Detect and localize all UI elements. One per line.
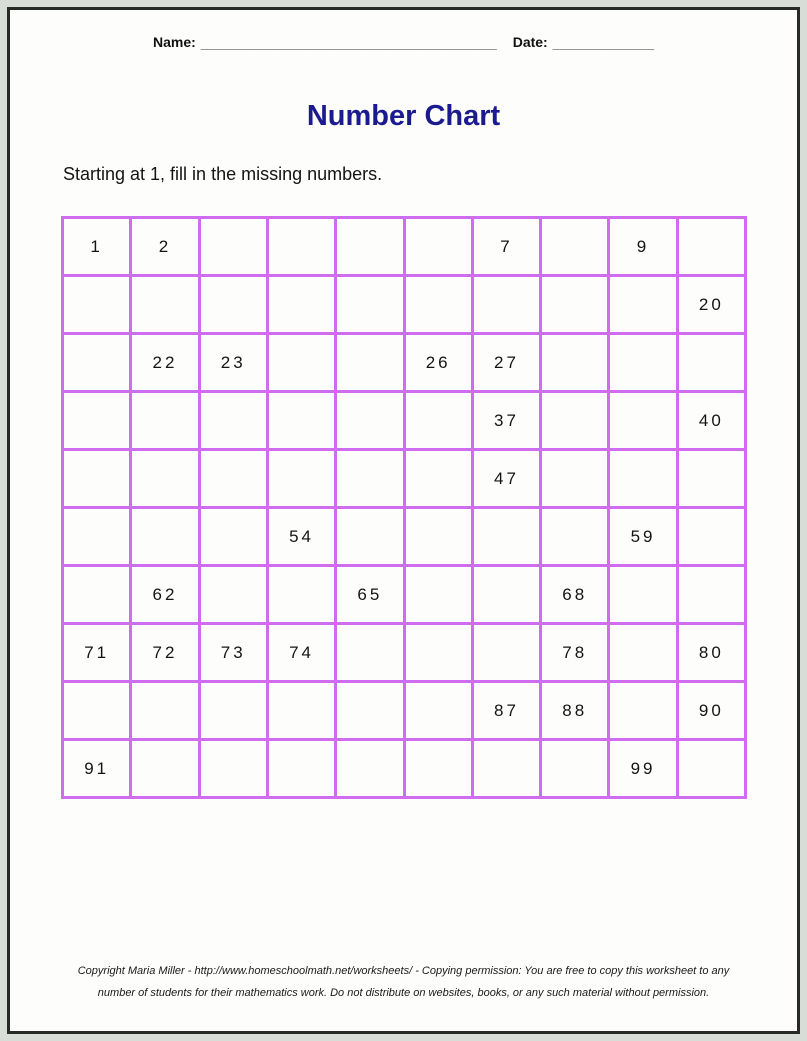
grid-cell[interactable] [269, 393, 334, 448]
grid-cell[interactable] [201, 509, 266, 564]
grid-cell: 99 [610, 741, 675, 796]
grid-cell[interactable] [337, 509, 402, 564]
grid-cell[interactable] [132, 509, 197, 564]
grid-cell[interactable] [201, 683, 266, 738]
grid-cell: 7 [474, 219, 539, 274]
grid-cell: 87 [474, 683, 539, 738]
grid-cell[interactable] [406, 451, 471, 506]
grid-cell: 78 [542, 625, 607, 680]
worksheet-page [7, 7, 800, 1034]
grid-cell[interactable] [132, 741, 197, 796]
grid-cell: 91 [64, 741, 129, 796]
grid-cell[interactable] [132, 683, 197, 738]
grid-cell: 27 [474, 335, 539, 390]
grid-cell[interactable] [201, 277, 266, 332]
grid-cell: 65 [337, 567, 402, 622]
copyright-line-2: number of students for their mathematics work. Do not distribute on websites, books, or any such material without permission. [97, 987, 710, 999]
name-label: Name: [153, 34, 196, 50]
grid-cell[interactable] [64, 683, 129, 738]
grid-cell: 2 [132, 219, 197, 274]
grid-cell[interactable] [337, 219, 402, 274]
grid-cell[interactable] [64, 567, 129, 622]
grid-cell: 72 [132, 625, 197, 680]
grid-cell[interactable] [337, 625, 402, 680]
grid-cell: 20 [679, 277, 744, 332]
grid-cell[interactable] [679, 335, 744, 390]
grid-cell: 74 [269, 625, 334, 680]
grid-cell[interactable] [542, 335, 607, 390]
name-fill-line[interactable]: ______________________________________ [200, 34, 497, 50]
grid-cell[interactable] [201, 451, 266, 506]
grid-cell[interactable] [610, 393, 675, 448]
header-row [10, 34, 797, 50]
number-chart-grid [61, 216, 747, 799]
grid-cell[interactable] [132, 393, 197, 448]
grid-cell[interactable] [64, 509, 129, 564]
grid-cell[interactable] [201, 219, 266, 274]
grid-cell[interactable] [64, 335, 129, 390]
grid-cell[interactable] [269, 683, 334, 738]
grid-cell[interactable] [610, 335, 675, 390]
grid-cell: 71 [64, 625, 129, 680]
grid-cell[interactable] [474, 509, 539, 564]
grid-cell[interactable] [474, 277, 539, 332]
grid-cell[interactable] [610, 277, 675, 332]
grid-cell: 62 [132, 567, 197, 622]
grid-cell[interactable] [406, 625, 471, 680]
grid-cell: 54 [269, 509, 334, 564]
grid-cell[interactable] [64, 393, 129, 448]
grid-cell[interactable] [337, 451, 402, 506]
grid-cell[interactable] [474, 625, 539, 680]
grid-cell[interactable] [679, 219, 744, 274]
grid-cell: 47 [474, 451, 539, 506]
grid-cell[interactable] [337, 277, 402, 332]
instruction-text: Starting at 1, fill in the missing numbers. [63, 164, 383, 184]
grid-cell: 88 [542, 683, 607, 738]
grid-cell: 90 [679, 683, 744, 738]
grid-cell[interactable] [269, 451, 334, 506]
grid-cell: 22 [132, 335, 197, 390]
page-title: Number Chart [306, 100, 501, 132]
grid-cell[interactable] [610, 451, 675, 506]
copyright-line-1: Copyright Maria Miller - http://www.homeschoolmath.net/worksheets/ - Copying permission: You are free to copy this worksheet to any [77, 965, 730, 977]
grid-cell: 68 [542, 567, 607, 622]
copyright-footer [10, 960, 797, 1004]
grid-cell[interactable] [406, 393, 471, 448]
grid-cell[interactable] [406, 219, 471, 274]
grid-cell[interactable] [542, 219, 607, 274]
grid-cell[interactable] [406, 509, 471, 564]
grid-cell[interactable] [679, 741, 744, 796]
grid-cell[interactable] [542, 393, 607, 448]
grid-cell: 73 [201, 625, 266, 680]
grid-cell[interactable] [337, 393, 402, 448]
grid-cell[interactable] [201, 567, 266, 622]
grid-cell[interactable] [679, 451, 744, 506]
grid-cell[interactable] [269, 219, 334, 274]
grid-cell[interactable] [132, 277, 197, 332]
grid-cell[interactable] [474, 741, 539, 796]
grid-cell[interactable] [679, 567, 744, 622]
grid-cell[interactable] [269, 741, 334, 796]
date-fill-line[interactable]: _____________ [552, 34, 654, 50]
grid-cell[interactable] [337, 741, 402, 796]
grid-cell: 9 [610, 219, 675, 274]
grid-cell: 40 [679, 393, 744, 448]
grid-cell[interactable] [610, 567, 675, 622]
grid-cell[interactable] [64, 451, 129, 506]
grid-cell[interactable] [406, 567, 471, 622]
grid-cell: 23 [201, 335, 266, 390]
grid-cell[interactable] [610, 625, 675, 680]
grid-cell: 80 [679, 625, 744, 680]
grid-cell[interactable] [269, 335, 334, 390]
grid-cell: 37 [474, 393, 539, 448]
grid-cell: 1 [64, 219, 129, 274]
grid-cell[interactable] [542, 277, 607, 332]
grid-cell[interactable] [201, 741, 266, 796]
grid-cell[interactable] [474, 567, 539, 622]
grid-cell[interactable] [406, 277, 471, 332]
grid-cell[interactable] [337, 335, 402, 390]
grid-cell[interactable] [679, 509, 744, 564]
grid-cell[interactable] [64, 277, 129, 332]
grid-cell: 59 [610, 509, 675, 564]
grid-cell[interactable] [269, 277, 334, 332]
grid-cell: 26 [406, 335, 471, 390]
grid-cell[interactable] [542, 741, 607, 796]
grid-cell[interactable] [406, 741, 471, 796]
grid-cell[interactable] [337, 683, 402, 738]
grid-cell[interactable] [542, 451, 607, 506]
grid-cell[interactable] [269, 567, 334, 622]
grid-cell[interactable] [610, 683, 675, 738]
grid-cell[interactable] [201, 393, 266, 448]
grid-cell[interactable] [406, 683, 471, 738]
grid-cell[interactable] [542, 509, 607, 564]
grid-cell[interactable] [132, 451, 197, 506]
date-label: Date: [512, 34, 548, 50]
